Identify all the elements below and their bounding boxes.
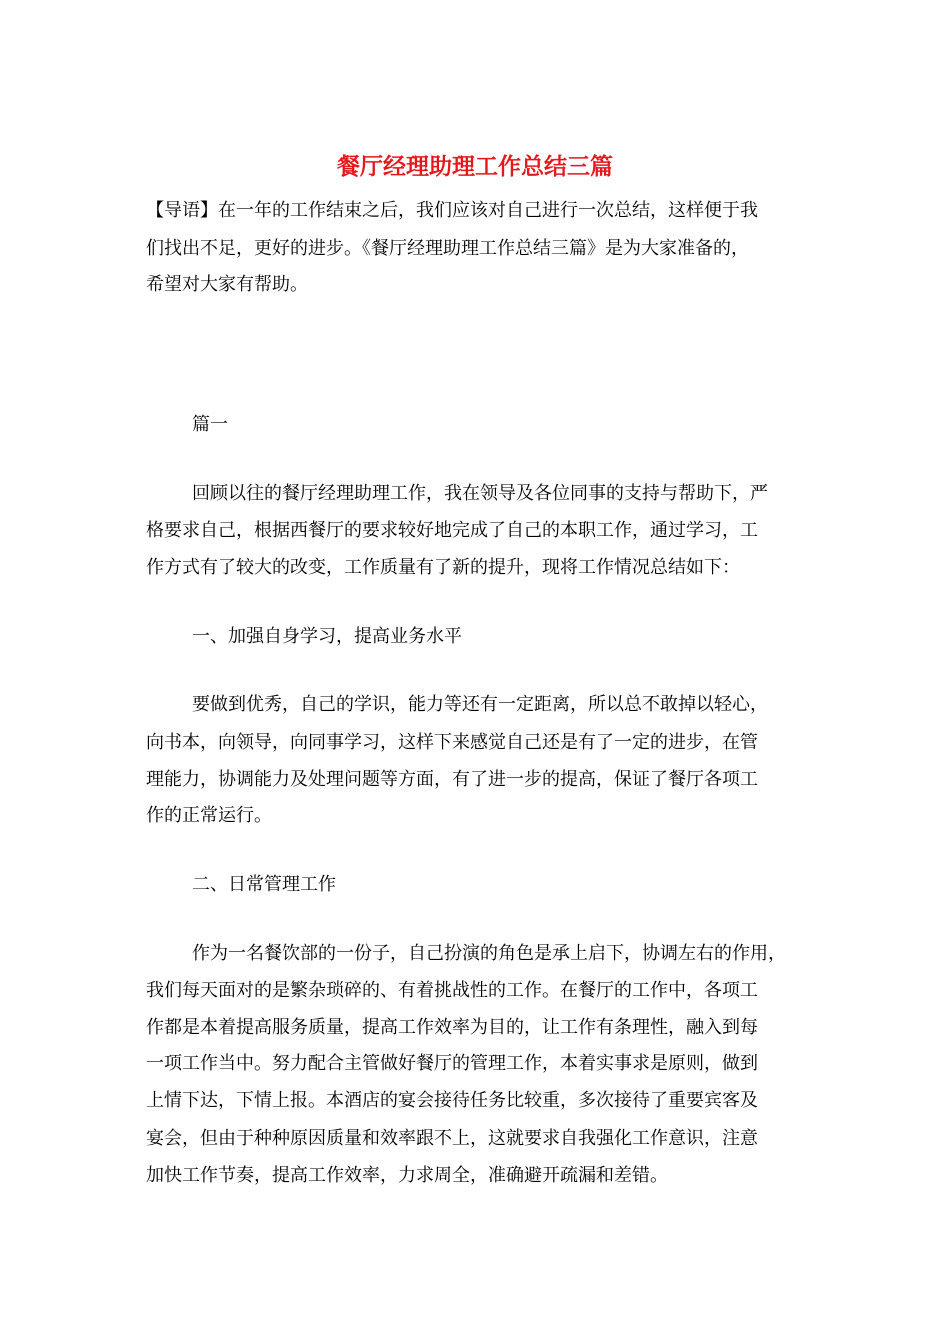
- paragraph-line: 一项工作当中。努力配合主管做好餐厅的管理工作，本着实事求是原则，做到: [146, 1053, 758, 1074]
- paragraph-line: 作方式有了较大的改变，工作质量有了新的提升，现将工作情况总结如下：: [146, 557, 740, 578]
- paragraph-line: 我们每天面对的是繁杂琐碎的、有着挑战性的工作。在餐厅的工作中，各项工: [146, 980, 758, 1001]
- section-heading: 一、加强自身学习，提高业务水平: [192, 626, 462, 647]
- paragraph-line: 作为一名餐饮部的一份子，自己扮演的角色是承上启下，协调左右的作用，: [192, 943, 786, 964]
- paragraph-line: 上情下达，下情上报。本酒店的宴会接待任务比较重，多次接待了重要宾客及: [146, 1090, 758, 1111]
- section-heading: 二、日常管理工作: [192, 874, 336, 895]
- paragraph-line: 作的正常运行。: [146, 805, 272, 826]
- section-label: 篇一: [192, 414, 228, 435]
- paragraph-line: 理能力，协调能力及处理问题等方面，有了进一步的提高，保证了餐厅各项工: [146, 769, 758, 790]
- paragraph-line: 宴会，但由于种种原因质量和效率跟不上，这就要求自我强化工作意识，注意: [146, 1128, 758, 1149]
- paragraph-line: 要做到优秀，自己的学识，能力等还有一定距离，所以总不敢掉以轻心，: [192, 694, 768, 715]
- intro-line: 们找出不足，更好的进步。《餐厅经理助理工作总结三篇》是为大家准备的，: [146, 238, 749, 259]
- paragraph-line: 作都是本着提高服务质量，提高工作效率为目的，让工作有条理性，融入到每: [146, 1017, 758, 1038]
- paragraph-line: 加快工作节奏，提高工作效率，力求周全，准确避开疏漏和差错。: [146, 1165, 668, 1186]
- paragraph-line: 向书本，向领导，向同事学习，这样下来感觉自己还是有了一定的进步，在管: [146, 732, 758, 753]
- intro-line: 【导语】在一年的工作结束之后，我们应该对自己进行一次总结，这样便于我: [146, 200, 758, 221]
- paragraph-line: 格要求自己，根据西餐厅的要求较好地完成了自己的本职工作，通过学习，工: [146, 520, 758, 541]
- paragraph-line: 回顾以往的餐厅经理助理工作，我在领导及各位同事的支持与帮助下，严: [192, 483, 768, 504]
- document-title: 餐厅经理助理工作总结三篇: [337, 154, 613, 180]
- intro-line: 希望对大家有帮助。: [146, 274, 308, 295]
